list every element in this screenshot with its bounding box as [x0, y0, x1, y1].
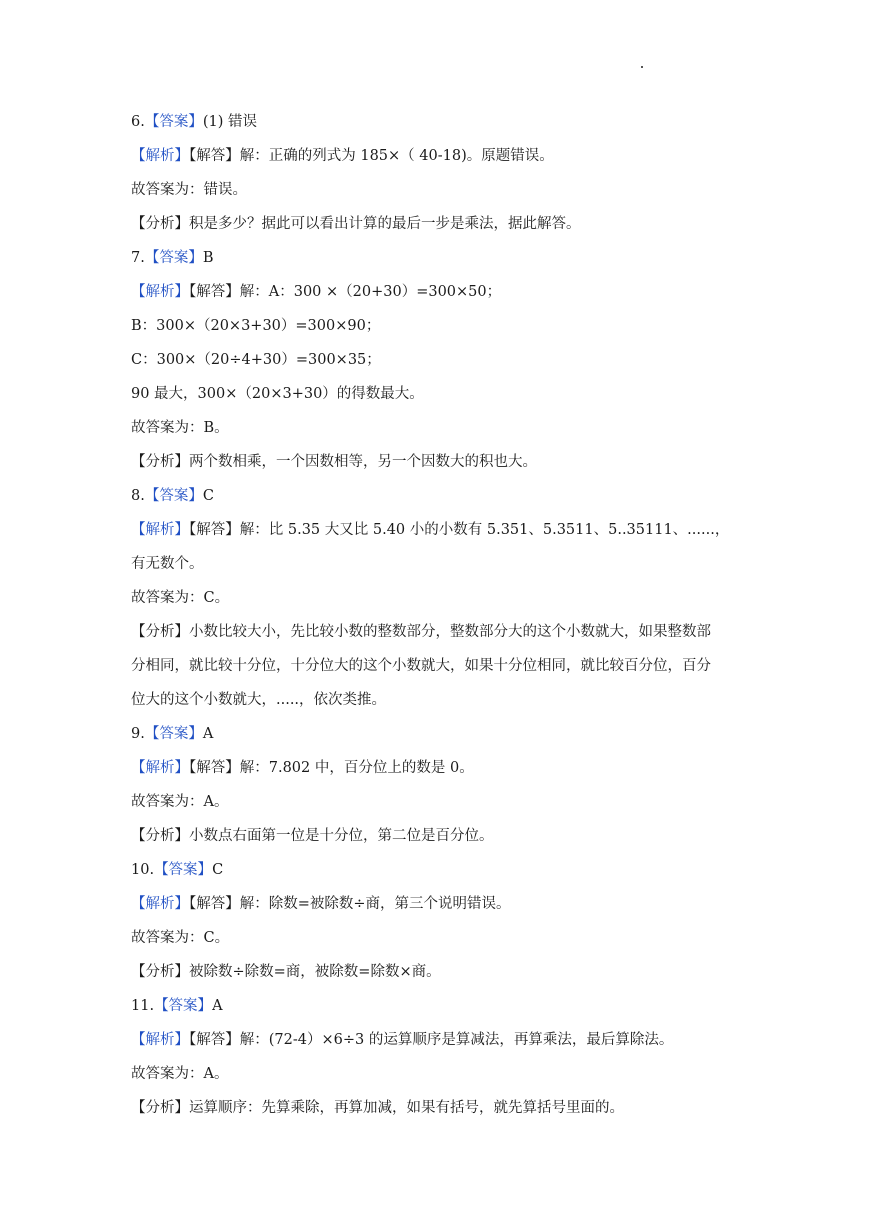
- line-text: 故答案为：C。: [131, 930, 230, 946]
- line-text: 故答案为：B。: [131, 420, 229, 436]
- item-number: 7.: [131, 250, 145, 266]
- text-line: [131, 142, 751, 176]
- line-text: 【分析】小数点右面第一位是十分位，第二位是百分位。: [131, 828, 494, 844]
- text-line: [131, 516, 751, 550]
- line-text: 【解答】解：7.802 中，百分位上的数是 0。: [189, 760, 474, 776]
- text-line: [131, 380, 751, 414]
- text-line: [131, 754, 751, 788]
- line-text: 【解答】解：比 5.35 大又比 5.40 小的小数有 5.351、5.3511、5..35111、......，: [189, 522, 730, 538]
- line-text: 【解答】解：(72-4）×6÷3 的运算顺序是算减法，再算乘法，最后算除法。: [189, 1032, 674, 1048]
- text-line: [131, 1094, 751, 1128]
- text-line: [131, 482, 751, 516]
- section-tag: 【解析】: [131, 760, 189, 776]
- text-line: [131, 890, 751, 924]
- text-line: [131, 550, 751, 584]
- text-line: [131, 346, 751, 380]
- line-text: 【分析】小数比较大小，先比较小数的整数部分，整数部分大的这个小数就大，如果整数部: [131, 624, 711, 640]
- section-tag: 【答案】: [154, 862, 213, 878]
- line-text: 故答案为：C。: [131, 590, 230, 606]
- text-line: [131, 924, 751, 958]
- line-text: (1) 错误: [202, 114, 257, 130]
- line-text: B: [202, 250, 214, 266]
- section-tag: 【答案】: [144, 488, 203, 504]
- line-text: 位大的这个小数就大，.....，依次类推。: [131, 692, 387, 708]
- text-line: [131, 176, 751, 210]
- text-line: [131, 448, 751, 482]
- text-line: [131, 312, 751, 346]
- line-text: 90 最大，300×（20×3+30）的得数最大。: [131, 386, 424, 402]
- section-tag: 【解析】: [131, 896, 189, 912]
- line-text: B：300×（20×3+30）=300×90；: [131, 318, 381, 334]
- text-line: [131, 414, 751, 448]
- page-dot-mark: [641, 66, 643, 68]
- line-text: 【分析】被除数÷除数=商，被除数=除数×商。: [131, 964, 441, 980]
- line-text: 【解答】解：正确的列式为 185×（ 40-18)。原题错误。: [189, 148, 554, 164]
- section-tag: 【答案】: [154, 998, 213, 1014]
- line-text: A: [202, 726, 214, 742]
- text-line: [131, 720, 751, 754]
- line-text: C：300×（20÷4+30）=300×35；: [131, 352, 381, 368]
- line-text: 【分析】运算顺序：先算乘除，再算加减，如果有括号，就先算括号里面的。: [131, 1100, 624, 1116]
- text-line: [131, 822, 751, 856]
- text-line: [131, 856, 751, 890]
- line-text: 有无数个。: [131, 556, 204, 572]
- line-text: 故答案为：错误。: [131, 182, 247, 198]
- answer-content: [131, 108, 751, 1128]
- item-number: 10.: [131, 862, 155, 878]
- text-line: [131, 1060, 751, 1094]
- text-line: [131, 108, 751, 142]
- text-line: [131, 686, 751, 720]
- section-tag: 【解析】: [131, 1032, 189, 1048]
- section-tag: 【答案】: [144, 250, 203, 266]
- item-number: 6.: [131, 114, 145, 130]
- line-text: C: [212, 862, 224, 878]
- section-tag: 【答案】: [144, 726, 203, 742]
- section-tag: 【解析】: [131, 284, 189, 300]
- section-tag: 【解析】: [131, 522, 189, 538]
- text-line: [131, 958, 751, 992]
- line-text: C: [202, 488, 214, 504]
- line-text: 【分析】积是多少？据此可以看出计算的最后一步是乘法，据此解答。: [131, 216, 581, 232]
- line-text: 【解答】解：A：300 ×（20+30）=300×50；: [189, 284, 502, 300]
- item-number: 9.: [131, 726, 145, 742]
- line-text: 故答案为：A。: [131, 794, 229, 810]
- line-text: 【分析】两个数相乘，一个因数相等，另一个因数大的积也大。: [131, 454, 537, 470]
- text-line: [131, 584, 751, 618]
- line-text: 分相同，就比较十分位，十分位大的这个小数就大，如果十分位相同，就比较百分位，百分: [131, 658, 711, 674]
- item-number: 11.: [131, 998, 155, 1014]
- section-tag: 【答案】: [144, 114, 203, 130]
- text-line: [131, 618, 751, 652]
- text-line: [131, 788, 751, 822]
- section-tag: 【解析】: [131, 148, 189, 164]
- line-text: A: [212, 998, 223, 1014]
- text-line: [131, 278, 751, 312]
- text-line: [131, 992, 751, 1026]
- line-text: 【解答】解：除数=被除数÷商，第三个说明错误。: [189, 896, 511, 912]
- text-line: [131, 1026, 751, 1060]
- text-line: [131, 210, 751, 244]
- text-line: [131, 244, 751, 278]
- text-line: [131, 652, 751, 686]
- line-text: 故答案为：A。: [131, 1066, 229, 1082]
- item-number: 8.: [131, 488, 145, 504]
